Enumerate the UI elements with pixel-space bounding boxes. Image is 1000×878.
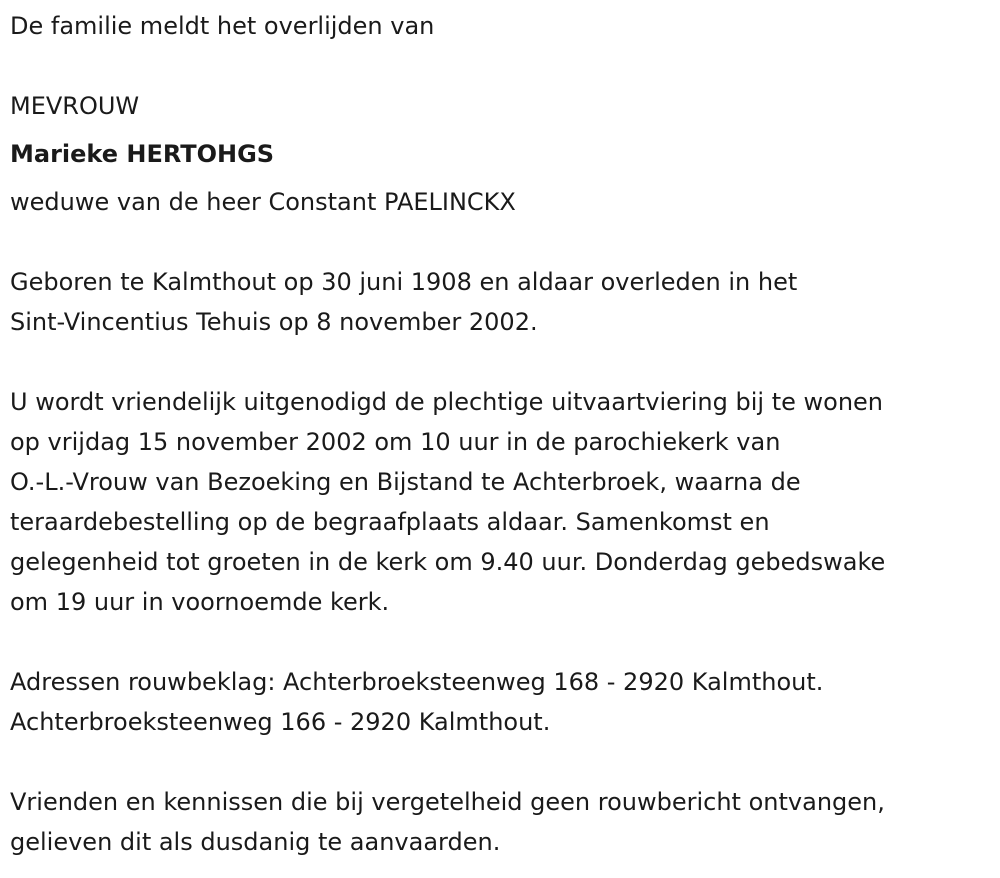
- deceased-name: Marieke HERTOHGS: [10, 140, 275, 168]
- salutation: MEVROUW: [10, 92, 140, 120]
- paragraph-line: Sint-Vincentius Tehuis op 8 november 2002.: [10, 308, 538, 336]
- paragraph-line: Achterbroeksteenweg 166 - 2920 Kalmthout.: [10, 708, 551, 736]
- paragraph-line: Geboren te Kalmthout op 30 juni 1908 en aldaar overleden in het: [10, 268, 798, 296]
- spacer: [10, 622, 990, 662]
- invitation-paragraph: [10, 382, 990, 622]
- spacer: [10, 46, 990, 86]
- paragraph-line: Vrienden en kennissen die bij vergetelheid geen rouwbericht ontvangen,: [10, 788, 885, 816]
- paragraph-line: O.-L.-Vrouw van Bezoeking en Bijstand te Achterbroek, waarna de: [10, 468, 801, 496]
- spacer: [10, 742, 990, 782]
- paragraph-line: gelieven dit als dusdanig te aanvaarden.: [10, 828, 501, 856]
- spouse-line: weduwe van de heer Constant PAELINCKX: [10, 188, 516, 216]
- birth-death-paragraph: [10, 262, 990, 342]
- paragraph-line: teraardebestelling op de begraafplaats aldaar. Samenkomst en: [10, 508, 770, 536]
- spacer: [10, 342, 990, 382]
- addresses-paragraph: [10, 662, 990, 742]
- spacer: [10, 222, 990, 262]
- intro-text: De familie meldt het overlijden van: [10, 12, 435, 40]
- paragraph-line: U wordt vriendelijk uitgenodigd de plechtige uitvaartviering bij te wonen: [10, 388, 883, 416]
- paragraph-line: op vrijdag 15 november 2002 om 10 uur in de parochiekerk van: [10, 428, 781, 456]
- paragraph-line: Adressen rouwbeklag: Achterbroeksteenweg 168 - 2920 Kalmthout.: [10, 668, 824, 696]
- closing-paragraph: [10, 782, 990, 862]
- paragraph-line: om 19 uur in voornoemde kerk.: [10, 588, 390, 616]
- paragraph-line: gelegenheid tot groeten in de kerk om 9.40 uur. Donderdag gebedswake: [10, 548, 886, 576]
